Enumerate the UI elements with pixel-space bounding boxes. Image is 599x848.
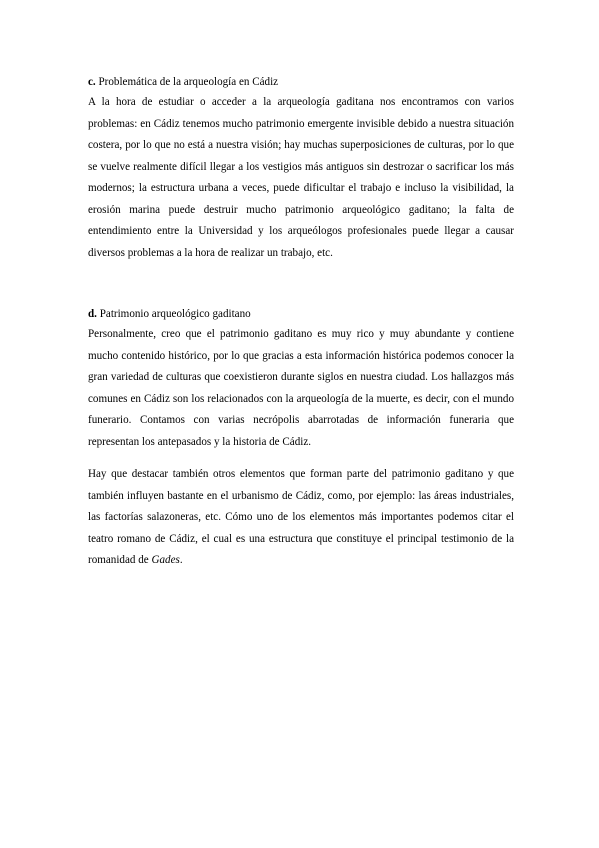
section-d-heading: [88, 305, 514, 323]
section-d-paragraph-1: Personalmente, creo que el patrimonio gaditano es muy rico y muy abundante y contiene mucho contenido histórico, por lo que gracias a esta información histórica podemos conocer la gran variedad de culturas que coexistieron durante siglos en nuestra ciudad. Los hallazgos más comunes en Cádiz son los relacionados con la arqueología de la muerte, es decir, con el mundo funerario. Contamos con varias necrópolis abarrotadas de información funeraria que representan los antepasados y la historia de Cádiz.: [88, 328, 514, 448]
section-d-paragraph-2-end: .: [179, 554, 183, 566]
section-c-heading: [88, 73, 514, 91]
gades-italic: Gades: [151, 554, 180, 566]
section-c-paragraph: A la hora de estudiar o acceder a la arqueología gaditana nos encontramos con varios problemas: en Cádiz tenemos mucho patrimonio emergente invisible debido a nuestra situación costera, por lo que no está a nuestra visión; hay muchas superposiciones de culturas, por lo que se vuelve realmente difícil llegar a los vestigios más antiguos sin destrozar o sacrificar los más modernos; la estructura urbana a veces, puede dificultar el trabajo e incluso la visibilidad, la erosión marina puede destruir mucho patrimonio arqueológico gaditano; la falta de entendimiento entre la Universidad y los arqueólogos profesionales puede llegar a causar diversos problemas a la hora de realizar un trabajo, etc.: [88, 96, 514, 259]
section-d-title: Patrimonio arqueológico gaditano: [99, 308, 251, 320]
section-d-paragraph-2: [88, 464, 514, 572]
section-c-letter: c.: [88, 76, 96, 88]
section-d: [88, 305, 514, 572]
section-d-paragraph-2-text: Hay que destacar también otros elementos que forman parte del patrimonio gaditano y que también influyen bastante en el urbanismo de Cádiz, como, por ejemplo: las áreas industriales, las factorías salazoneras, etc. Cómo uno de los elementos más importantes podemos citar el teatro romano de Cádiz, el cual es una estructura que constituye el principal testimonio de la romanidad de: [88, 468, 514, 566]
section-c: [88, 73, 514, 264]
section-d-letter: d.: [88, 308, 97, 320]
section-c-title: Problemática de la arqueología en Cádiz: [98, 76, 279, 88]
